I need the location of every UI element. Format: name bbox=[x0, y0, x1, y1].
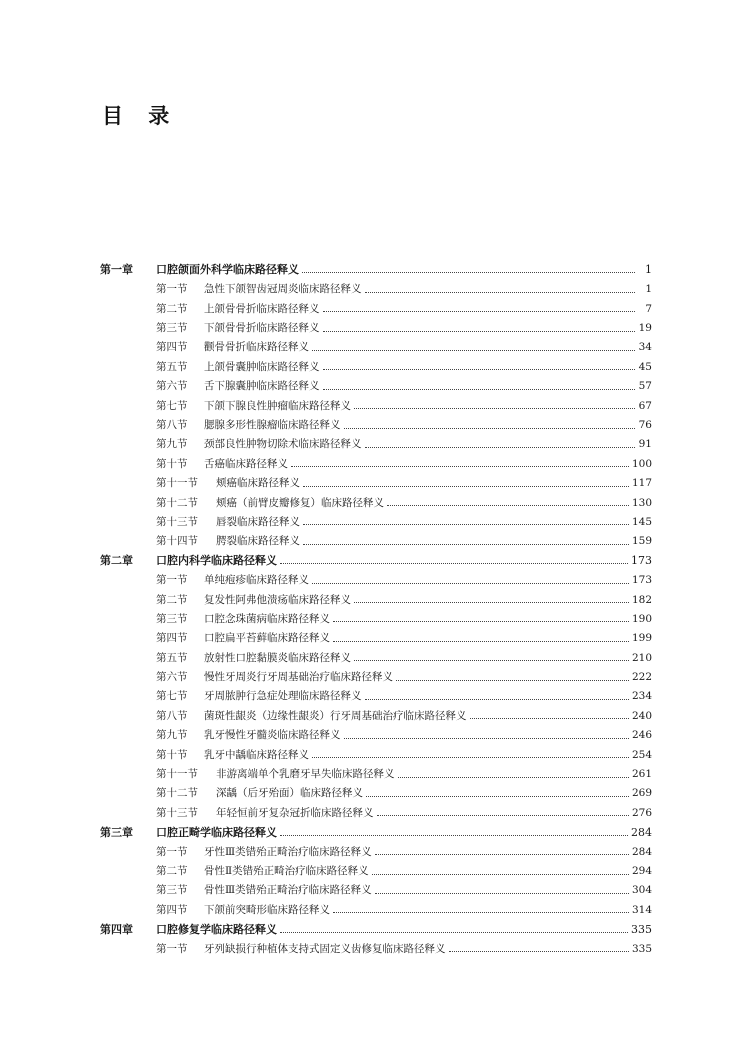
page-number: 335 bbox=[631, 922, 652, 935]
page-number: 284 bbox=[631, 845, 652, 858]
page-number: 190 bbox=[631, 612, 652, 625]
page-number: 57 bbox=[638, 380, 652, 392]
dot-leader bbox=[470, 717, 629, 719]
section-number: 第七节 bbox=[156, 399, 188, 412]
page-number: 130 bbox=[631, 496, 652, 509]
section-number: 第四节 bbox=[156, 903, 188, 916]
section-number: 第五节 bbox=[156, 360, 188, 373]
section-number: 第二节 bbox=[156, 865, 188, 877]
page-number: 1 bbox=[645, 283, 652, 295]
section-title: 颊癌临床路径释义 bbox=[216, 477, 300, 489]
dot-leader bbox=[280, 562, 628, 564]
toc-section-row[interactable] bbox=[100, 411, 652, 430]
section-number: 第七节 bbox=[156, 690, 188, 702]
dot-leader bbox=[280, 834, 628, 836]
toc-section-row[interactable] bbox=[100, 683, 652, 702]
dot-leader bbox=[333, 640, 629, 642]
toc-section-row[interactable] bbox=[100, 450, 652, 469]
page-number: 240 bbox=[631, 709, 652, 722]
dot-leader bbox=[396, 679, 629, 681]
toc-section-row[interactable] bbox=[100, 431, 652, 450]
section-number: 第一节 bbox=[156, 845, 188, 858]
section-number: 第一节 bbox=[156, 942, 188, 955]
chapter-title: 口腔内科学临床路径释义 bbox=[156, 554, 277, 567]
section-title: 腭裂临床路径释义 bbox=[216, 535, 300, 547]
page-number: 159 bbox=[631, 535, 652, 547]
page-number: 1 bbox=[645, 263, 652, 276]
page-number: 182 bbox=[631, 593, 652, 606]
dot-leader bbox=[323, 310, 636, 312]
section-title: 深龋（后牙殆面）临床路径释义 bbox=[216, 787, 363, 799]
chapter-number: 第一章 bbox=[100, 263, 133, 276]
page-number: 34 bbox=[638, 341, 652, 353]
dot-leader bbox=[449, 950, 629, 952]
section-title: 上颌骨囊肿临床路径释义 bbox=[204, 360, 320, 373]
dot-leader bbox=[365, 291, 636, 293]
section-number: 第十一节 bbox=[156, 477, 198, 489]
page-number: 173 bbox=[631, 574, 652, 586]
toc-section-row[interactable] bbox=[100, 780, 652, 799]
page-number: 314 bbox=[631, 903, 652, 916]
section-number: 第八节 bbox=[156, 419, 188, 431]
toc-section-row[interactable] bbox=[100, 353, 652, 372]
toc-section-row[interactable] bbox=[100, 760, 652, 779]
section-title: 骨性Ⅱ类错殆正畸治疗临床路径释义 bbox=[204, 865, 369, 877]
section-title: 上颌骨骨折临床路径释义 bbox=[204, 302, 320, 315]
toc-section-row[interactable] bbox=[100, 469, 652, 488]
section-number: 第八节 bbox=[156, 709, 188, 722]
section-number: 第十二节 bbox=[156, 496, 198, 509]
toc-section-row[interactable] bbox=[100, 896, 652, 915]
section-title: 颧骨骨折临床路径释义 bbox=[204, 341, 309, 353]
toc-section-row[interactable] bbox=[100, 605, 652, 624]
section-number: 第六节 bbox=[156, 671, 188, 683]
page-number: 284 bbox=[631, 825, 652, 838]
chapter-number: 第三章 bbox=[100, 825, 133, 838]
dot-leader bbox=[398, 776, 629, 778]
dot-leader bbox=[312, 582, 629, 584]
section-title: 单纯疱疹临床路径释义 bbox=[204, 574, 309, 586]
toc-chapter-row[interactable] bbox=[100, 547, 652, 566]
dot-leader bbox=[302, 271, 635, 273]
dot-leader bbox=[333, 620, 629, 622]
dot-leader bbox=[323, 388, 636, 390]
page-number: 91 bbox=[638, 438, 652, 450]
chapter-number: 第四章 bbox=[100, 922, 133, 935]
dot-leader bbox=[312, 756, 629, 758]
chapter-title: 口腔颌面外科学临床路径释义 bbox=[156, 263, 299, 276]
dot-leader bbox=[377, 814, 629, 816]
section-title: 下颌下腺良性肿瘤临床路径释义 bbox=[204, 399, 351, 412]
dot-leader bbox=[323, 368, 636, 370]
toc-section-row[interactable] bbox=[100, 838, 652, 857]
toc-section-row[interactable] bbox=[100, 334, 652, 353]
section-number: 第四节 bbox=[156, 341, 188, 353]
page-number: 222 bbox=[631, 671, 652, 683]
page-number: 7 bbox=[645, 302, 652, 315]
toc-section-row[interactable] bbox=[100, 721, 652, 740]
toc-section-row[interactable] bbox=[100, 392, 652, 411]
toc-chapter-row[interactable] bbox=[100, 915, 652, 934]
page-number: 100 bbox=[631, 457, 652, 470]
toc-section-row[interactable] bbox=[100, 508, 652, 527]
toc-section-row[interactable] bbox=[100, 566, 652, 585]
page-title: 目 录 bbox=[102, 104, 179, 128]
section-number: 第十二节 bbox=[156, 787, 198, 799]
page-number: 335 bbox=[631, 942, 652, 955]
section-title: 乳牙慢性牙髓炎临床路径释义 bbox=[204, 729, 341, 741]
section-title: 舌下腺囊肿临床路径释义 bbox=[204, 380, 320, 392]
dot-leader bbox=[303, 485, 629, 487]
dot-leader bbox=[312, 349, 635, 351]
toc-section-row[interactable] bbox=[100, 586, 652, 605]
section-title: 牙列缺损行种植体支持式固定义齿修复临床路径释义 bbox=[204, 942, 446, 955]
toc-section-row[interactable] bbox=[100, 799, 652, 818]
section-number: 第五节 bbox=[156, 651, 188, 664]
dot-leader bbox=[365, 698, 629, 700]
page-number: 173 bbox=[631, 554, 652, 567]
toc-section-row[interactable] bbox=[100, 372, 652, 391]
toc-section-row[interactable] bbox=[100, 663, 652, 682]
section-number: 第三节 bbox=[156, 322, 188, 334]
page-number: 234 bbox=[631, 690, 652, 702]
section-number: 第十节 bbox=[156, 748, 188, 761]
page-number: 145 bbox=[631, 515, 652, 528]
section-number: 第六节 bbox=[156, 380, 188, 392]
page-number: 269 bbox=[631, 787, 652, 799]
section-number: 第十三节 bbox=[156, 806, 198, 819]
toc-section-row[interactable] bbox=[100, 935, 652, 954]
dot-leader bbox=[375, 853, 629, 855]
toc-section-row[interactable] bbox=[100, 702, 652, 721]
dot-leader bbox=[354, 659, 629, 661]
toc-section-row[interactable] bbox=[100, 877, 652, 896]
dot-leader bbox=[303, 523, 629, 525]
dot-leader bbox=[303, 543, 629, 545]
page-number: 19 bbox=[638, 322, 652, 334]
section-number: 第二节 bbox=[156, 593, 188, 606]
toc-section-row[interactable] bbox=[100, 314, 652, 333]
section-number: 第十三节 bbox=[156, 515, 198, 528]
page-number: 261 bbox=[631, 768, 652, 780]
toc-section-row[interactable] bbox=[100, 644, 652, 663]
page-number: 254 bbox=[631, 748, 652, 761]
toc-section-row[interactable] bbox=[100, 275, 652, 294]
toc-section-row[interactable] bbox=[100, 527, 652, 546]
section-number: 第十四节 bbox=[156, 535, 198, 547]
dot-leader bbox=[280, 931, 628, 933]
page-number: 117 bbox=[631, 477, 652, 489]
section-number: 第四节 bbox=[156, 632, 188, 644]
dot-leader bbox=[354, 407, 635, 409]
dot-leader bbox=[387, 504, 629, 506]
section-title: 骨性Ⅲ类错殆正畸治疗临床路径释义 bbox=[204, 884, 372, 896]
section-title: 牙周脓肿行急症处理临床路径释义 bbox=[204, 690, 362, 702]
page-number: 294 bbox=[631, 865, 652, 877]
section-title: 非游离端单个乳磨牙早失临床路径释义 bbox=[216, 768, 395, 780]
section-number: 第二节 bbox=[156, 302, 188, 315]
dot-leader bbox=[365, 446, 636, 448]
section-title: 舌癌临床路径释义 bbox=[204, 457, 288, 470]
page-number: 199 bbox=[631, 632, 652, 644]
section-title: 下颌骨骨折临床路径释义 bbox=[204, 322, 320, 334]
section-title: 颊癌（前臂皮瓣修复）临床路径释义 bbox=[216, 496, 384, 509]
dot-leader bbox=[323, 330, 636, 332]
section-title: 复发性阿弗他溃疡临床路径释义 bbox=[204, 593, 351, 606]
chapter-title: 口腔正畸学临床路径释义 bbox=[156, 825, 277, 838]
dot-leader bbox=[366, 795, 629, 797]
section-title: 放射性口腔黏膜炎临床路径释义 bbox=[204, 651, 351, 664]
page-number: 276 bbox=[631, 806, 652, 819]
dot-leader bbox=[291, 465, 629, 467]
section-title: 口腔扁平苔藓临床路径释义 bbox=[204, 632, 330, 644]
dot-leader bbox=[354, 601, 629, 603]
toc-section-row[interactable] bbox=[100, 857, 652, 876]
toc-chapter-row[interactable] bbox=[100, 256, 652, 275]
dot-leader bbox=[333, 911, 629, 913]
page-number: 210 bbox=[631, 651, 652, 664]
toc-section-row[interactable] bbox=[100, 624, 652, 643]
section-number: 第十节 bbox=[156, 457, 188, 470]
chapter-number: 第二章 bbox=[100, 554, 133, 567]
chapter-title: 口腔修复学临床路径释义 bbox=[156, 922, 277, 935]
dot-leader bbox=[344, 737, 629, 739]
section-title: 颈部良性肿物切除术临床路径释义 bbox=[204, 438, 362, 450]
section-title: 牙性Ⅲ类错殆正畸治疗临床路径释义 bbox=[204, 845, 372, 858]
toc-section-row[interactable] bbox=[100, 489, 652, 508]
page-number: 76 bbox=[638, 419, 652, 431]
section-title: 年轻恒前牙复杂冠折临床路径释义 bbox=[216, 806, 374, 819]
section-number: 第三节 bbox=[156, 612, 188, 625]
section-title: 腮腺多形性腺瘤临床路径释义 bbox=[204, 419, 341, 431]
section-number: 第三节 bbox=[156, 884, 188, 896]
dot-leader bbox=[372, 873, 629, 875]
dot-leader bbox=[344, 427, 636, 429]
page-number: 246 bbox=[631, 729, 652, 741]
section-title: 唇裂临床路径释义 bbox=[216, 515, 300, 528]
page-number: 304 bbox=[631, 884, 652, 896]
section-number: 第一节 bbox=[156, 574, 188, 586]
toc-chapter-row[interactable] bbox=[100, 818, 652, 837]
section-title: 急性下颌智齿冠周炎临床路径释义 bbox=[204, 283, 362, 295]
page-number: 67 bbox=[638, 399, 652, 412]
section-number: 第九节 bbox=[156, 438, 188, 450]
section-number: 第十一节 bbox=[156, 768, 198, 780]
toc-section-row[interactable] bbox=[100, 741, 652, 760]
page-number: 45 bbox=[638, 360, 652, 373]
dot-leader bbox=[375, 892, 629, 894]
toc-section-row[interactable] bbox=[100, 295, 652, 314]
section-title: 菌斑性龈炎（边缘性龈炎）行牙周基础治疗临床路径释义 bbox=[204, 709, 467, 722]
section-title: 下颌前突畸形临床路径释义 bbox=[204, 903, 330, 916]
section-title: 乳牙中龋临床路径释义 bbox=[204, 748, 309, 761]
table-of-contents bbox=[100, 256, 652, 954]
section-number: 第九节 bbox=[156, 729, 188, 741]
section-title: 口腔念珠菌病临床路径释义 bbox=[204, 612, 330, 625]
section-number: 第一节 bbox=[156, 283, 188, 295]
section-title: 慢性牙周炎行牙周基础治疗临床路径释义 bbox=[204, 671, 393, 683]
